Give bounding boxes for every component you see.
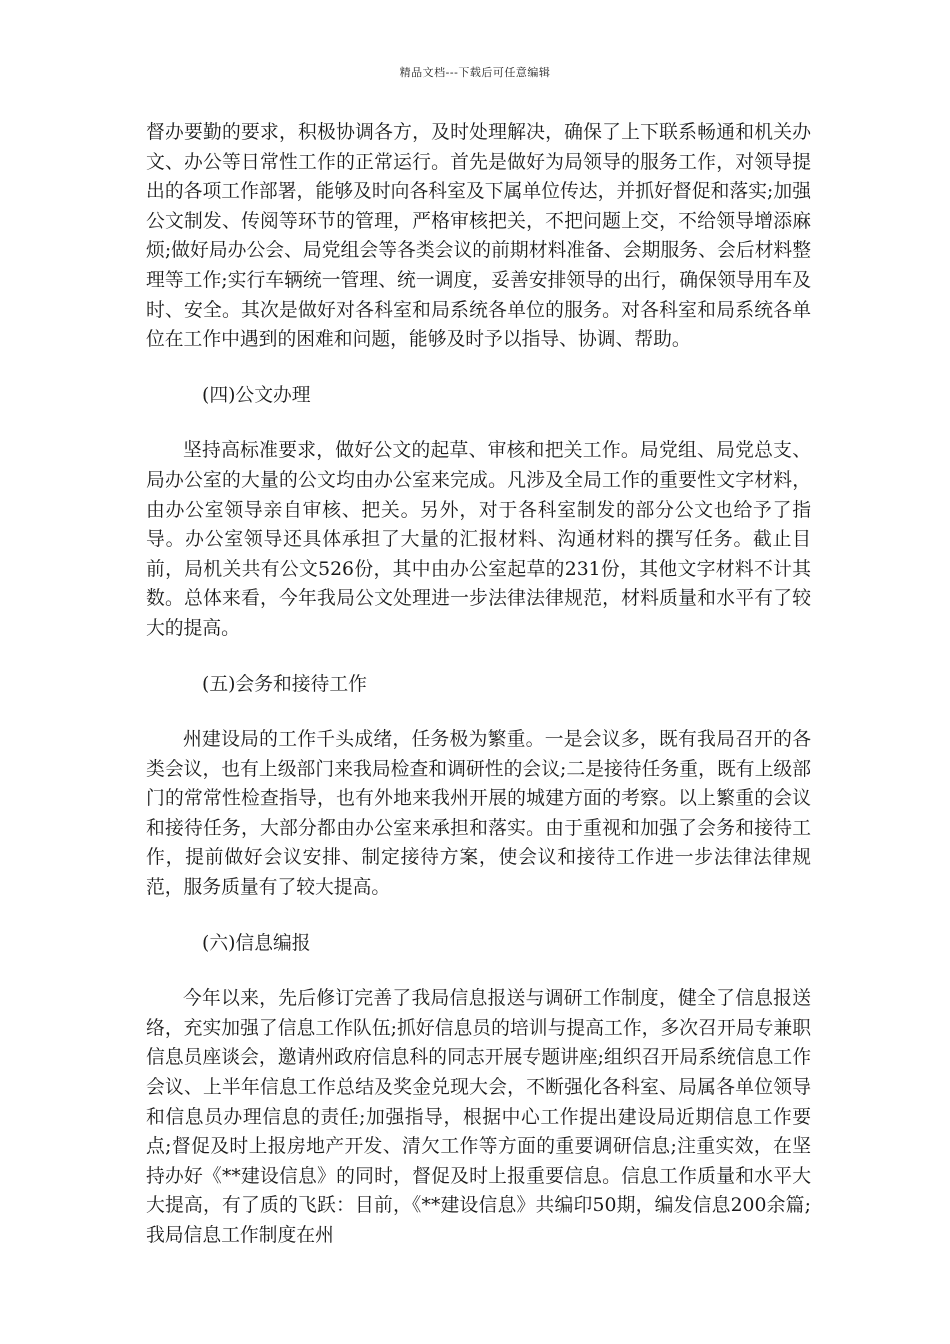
spacer [146,903,811,929]
section-heading-information-reporting: (六)信息编报 [202,932,311,954]
paragraph-information-reporting: 今年以来，先后修订完善了我局信息报送与调研工作制度，健全了信息报送络，充实加强了信息工作队伍;抓好信息员的培训与提高工作，多次召开局专兼职信息员座谈会，邀请州政府信息科的同志开展专题讲座;组织召开局系统信息工作会议、上半年信息工作总结及奖金兑现大会，不断强化各科室、局属各单位领导和信息员办理信息的责任;加强指导，根据中心工作提出建设局近期信息工作要点;督促及时上报房地产开发、清欠工作等方面的重要调研信息;注重实效，在坚持办好《**建设信息》的同时，督促及时上报重要信息。信息工作质量和水平大大提高，有了质的飞跃：目前，《**建设信息》共编印50期，编发信息200余篇;我局信息工作制度在州 [146,988,811,1246]
section-heading-document-handling: (四)公文办理 [202,384,311,406]
paragraph-meetings-reception: 州建设局的工作千头成绪，任务极为繁重。一是会议多，既有我局召开的各类会议，也有上级部门来我局检查和调研性的会议;二是接待任务重，既有上级部门的常常性检查指导，也有外地来我州开展的城建方面的考察。以上繁重的会议和接待任务，大部分都由办公室来承担和落实。由于重视和加强了会务和接待工作，提前做好会议安排、制定接待方案，使会议和接待工作进一步法律法律规范，服务质量有了较大提高。 [146,729,811,899]
paragraph-office-service: 督办要勤的要求，积极协调各方，及时处理解决，确保了上下联系畅通和机关办文、办公等日常性工作的正常运行。首先是做好为局领导的服务工作，对领导提出的各项工作部署，能够及时向各科室及下属单位传达，并抓好督促和落实;加强公文制发、传阅等环节的管理，严格审核把关，不把问题上交，不给领导增添麻烦;做好局办公会、局党组会等各类会议的前期材料准备、会期服务、会后材料整理等工作;实行车辆统一管理、统一调度，妥善安排领导的出行，确保领导用车及时、安全。其次是做好对各科室和局系统各单位的服务。对各科室和局系统各单位在工作中遇到的困难和问题，能够及时予以指导、协调、帮助。 [146,122,811,351]
spacer [146,410,811,436]
page-header: 精品文档---下载后可任意编辑 [399,66,551,79]
spacer [146,355,811,381]
spacer [146,699,811,725]
spacer [146,644,811,670]
spacer [146,958,811,984]
paragraph-document-handling: 坚持高标准要求，做好公文的起草、审核和把关工作。局党组、局党总支、局办公室的大量的公文均由办公室来完成。凡涉及全局工作的重要性文字材料，由办公室领导亲自审核、把关。另外，对于各科室制发的部分公文也给予了指导。办公室领导还具体承担了大量的汇报材料、沟通材料的撰写任务。截止目前，局机关共有公文526份，其中由办公室起草的231份，其他文字材料不计其数。总体来看，今年我局公文处理进一步法律法律规范，材料质量和水平有了较大的提高。 [146,440,811,639]
section-heading-meetings-reception: (五)会务和接待工作 [202,673,367,695]
document-body [146,118,811,1251]
